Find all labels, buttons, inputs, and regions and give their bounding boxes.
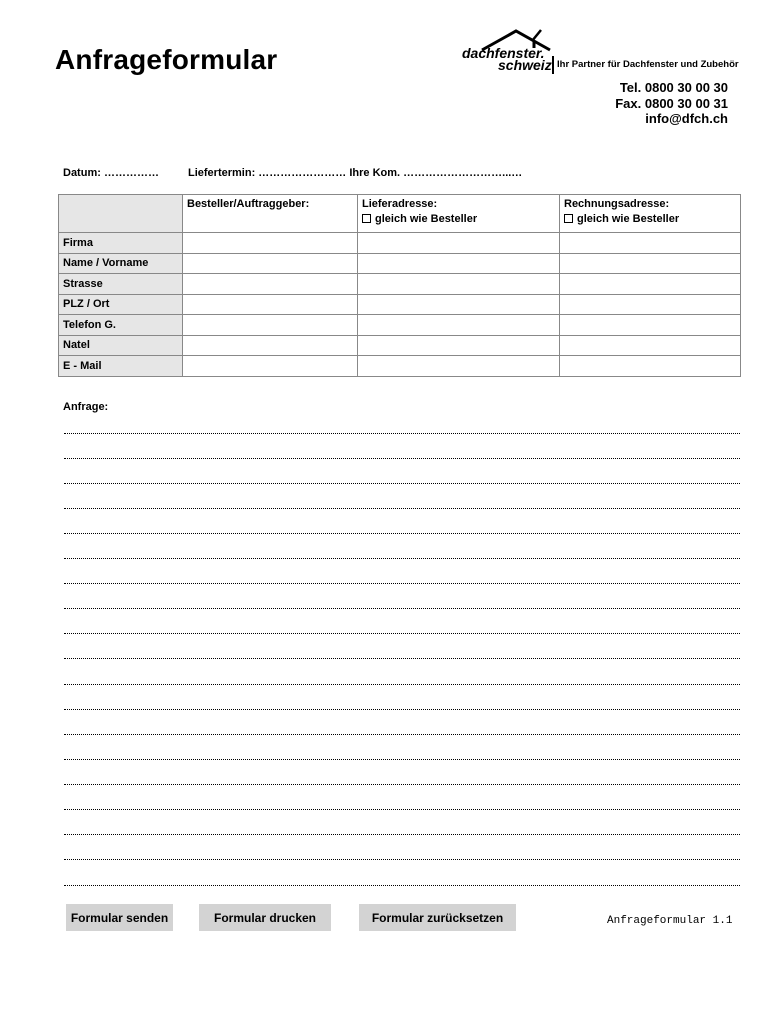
dotted-line (64, 533, 740, 534)
checkbox-label: gleich wie Besteller (375, 213, 478, 225)
company-logo (462, 28, 739, 76)
print-form-button[interactable]: Formular drucken (199, 904, 331, 931)
lieferadresse-input[interactable] (358, 294, 560, 315)
column-header-lieferadresse (358, 195, 560, 233)
dotted-line (64, 508, 740, 509)
table-row (59, 315, 741, 336)
rechnungsadresse-input[interactable] (560, 233, 741, 254)
table-header-row (59, 195, 741, 233)
column-header-rechnungsadresse (560, 195, 741, 233)
rechnungsadresse-input[interactable] (560, 294, 741, 315)
reset-form-button[interactable]: Formular zurücksetzen (359, 904, 516, 931)
contact-block (615, 80, 728, 127)
contact-tel: Tel. 0800 30 00 30 (619, 80, 728, 95)
send-form-button[interactable]: Formular senden (66, 904, 173, 931)
column-header-besteller (183, 195, 358, 233)
table-row (59, 253, 741, 274)
version-label: Anfrageformular 1.1 (607, 915, 733, 927)
lieferadresse-input[interactable] (358, 335, 560, 356)
rechnungsadresse-checkbox[interactable] (564, 213, 736, 225)
rechnungsadresse-input[interactable] (560, 315, 741, 336)
row-label: Firma (59, 233, 183, 254)
dotted-line (64, 859, 740, 860)
dotted-line (64, 885, 740, 886)
address-table (58, 194, 741, 377)
besteller-input[interactable] (183, 274, 358, 295)
dotted-line (64, 684, 740, 685)
dotted-line (64, 583, 740, 584)
besteller-input[interactable] (183, 253, 358, 274)
besteller-input[interactable] (183, 335, 358, 356)
lieferadresse-checkbox[interactable] (362, 213, 555, 225)
dotted-line (64, 834, 740, 835)
logo-text-line1: dachfenster. (462, 45, 545, 61)
table-corner-cell (59, 195, 183, 233)
column-title: Lieferadresse: (362, 198, 438, 210)
logo-divider (552, 56, 554, 74)
row-label: Telefon G. (59, 315, 183, 336)
table-row (59, 335, 741, 356)
dotted-line (64, 608, 740, 609)
besteller-input[interactable] (183, 294, 358, 315)
lieferadresse-input[interactable] (358, 274, 560, 295)
rechnungsadresse-input[interactable] (560, 274, 741, 295)
table-row (59, 233, 741, 254)
table-row (59, 356, 741, 377)
table-row (59, 274, 741, 295)
row-label: E - Mail (59, 356, 183, 377)
dotted-line (64, 433, 740, 434)
logo-tagline: Ihr Partner für Dachfenster und Zubehör (557, 59, 739, 70)
dotted-line (64, 633, 740, 634)
dotted-line (64, 658, 740, 659)
dotted-line (64, 734, 740, 735)
dotted-line (64, 558, 740, 559)
contact-fax: Fax. 0800 30 00 31 (615, 95, 728, 111)
row-label: PLZ / Ort (59, 294, 183, 315)
checkbox-label: gleich wie Besteller (577, 213, 680, 225)
column-title: Rechnungsadresse: (564, 198, 670, 210)
checkbox-icon[interactable] (564, 214, 573, 223)
dotted-line (64, 483, 740, 484)
checkbox-icon[interactable] (362, 214, 371, 223)
liefertermin-field[interactable]: Liefertermin: …………………… Ihre Kom. ………………………...… (188, 167, 523, 179)
dotted-line (64, 809, 740, 810)
row-label: Natel (59, 335, 183, 356)
dotted-line (64, 759, 740, 760)
row-label: Strasse (59, 274, 183, 295)
datum-field[interactable]: Datum: …………… (63, 167, 159, 179)
contact-email: info@dfch.ch (645, 111, 728, 126)
dotted-line (64, 709, 740, 710)
besteller-input[interactable] (183, 233, 358, 254)
table-row (59, 294, 741, 315)
lieferadresse-input[interactable] (358, 315, 560, 336)
lieferadresse-input[interactable] (358, 253, 560, 274)
dotted-line (64, 784, 740, 785)
besteller-input[interactable] (183, 315, 358, 336)
lieferadresse-input[interactable] (358, 233, 560, 254)
row-label: Name / Vorname (59, 253, 183, 274)
logo-text-line2: schweiz (498, 57, 552, 73)
column-title: Besteller/Auftraggeber: (187, 198, 310, 210)
page-title: Anfrageformular (55, 44, 278, 75)
rechnungsadresse-input[interactable] (560, 356, 741, 377)
dotted-line (64, 458, 740, 459)
rechnungsadresse-input[interactable] (560, 253, 741, 274)
besteller-input[interactable] (183, 356, 358, 377)
anfrage-label: Anfrage: (63, 401, 109, 413)
rechnungsadresse-input[interactable] (560, 335, 741, 356)
lieferadresse-input[interactable] (358, 356, 560, 377)
